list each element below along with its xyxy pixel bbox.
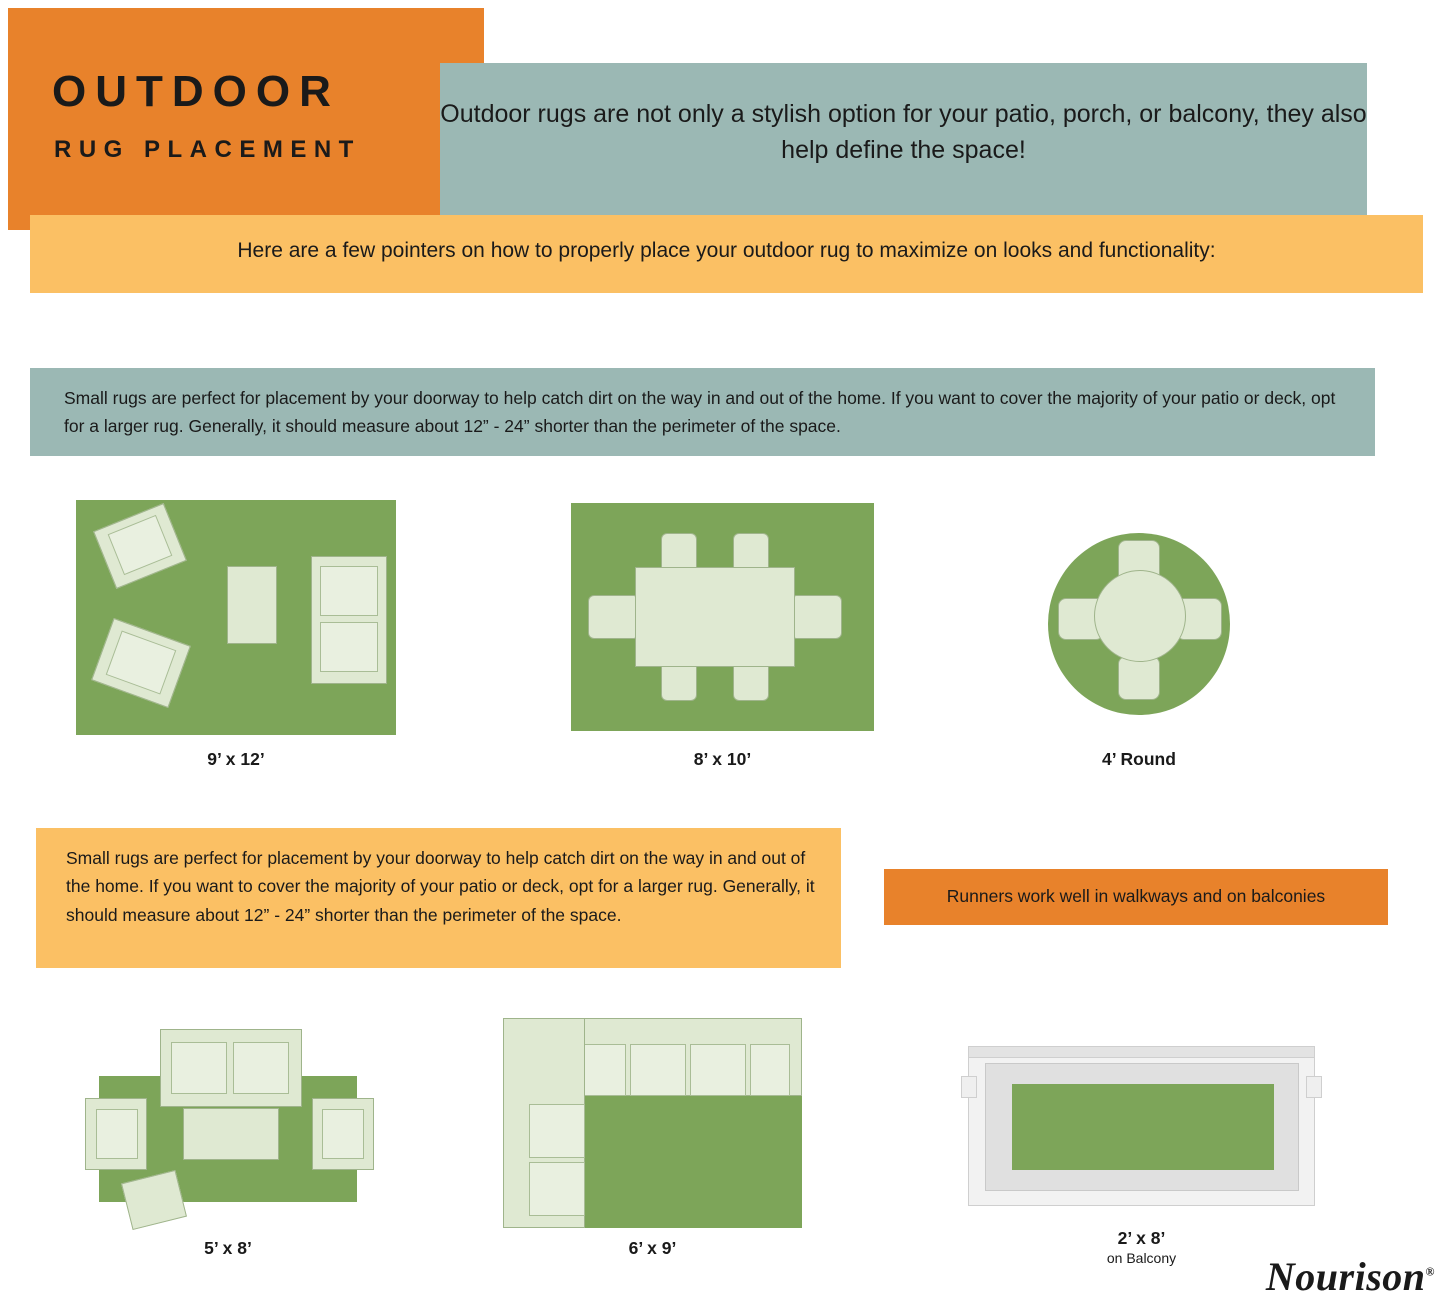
coffee-table-5x8 [183, 1108, 279, 1160]
intro-block [440, 63, 1367, 215]
pointers-text: Here are a few pointers on how to properly place your outdoor rug to maximize on looks and functionality: [237, 239, 1216, 262]
dining-chair-left [588, 595, 636, 639]
amber-tip-band [36, 828, 841, 968]
amber-tip-text: Small rugs are perfect for placement by your doorway to help catch dirt on the way in and out of the home. If you want to cover the majority of your patio or deck, opt for a larger rug. Generally, it should measure about 12” - 24” shorter than the perimeter of the space. [66, 848, 815, 925]
sectional-cushion-4 [750, 1044, 790, 1096]
teal-tip-text: Small rugs are perfect for placement by your doorway to help catch dirt on the way in and out of the home. If you want to cover the majority of your patio or deck, opt for a larger rug. Generally, it should measure about 12” - 24” shorter than the perimeter of the space. [64, 388, 1336, 437]
rug-2x8-runner [1012, 1084, 1274, 1170]
title-block [8, 8, 484, 230]
sofa-5x8-cushion-right [233, 1042, 289, 1094]
balcony-post-left [961, 1076, 977, 1098]
sectional-cushion-3 [690, 1044, 746, 1096]
caption-8x10: 8’ x 10’ [693, 749, 752, 769]
orange-tip-text: Runners work well in walkways and on balconies [946, 886, 1326, 906]
sectional-cushion-5 [529, 1104, 585, 1158]
caption-5x8: 5’ x 8’ [204, 1238, 252, 1258]
chair-5x8-right-cushion [322, 1109, 364, 1159]
caption-6x9: 6’ x 9’ [628, 1238, 677, 1258]
chair-5x8-left-cushion [96, 1109, 138, 1159]
brand-name: Nourison [1265, 1254, 1426, 1299]
caption-2x8-sub: on Balcony [1106, 1250, 1177, 1266]
caption-9x12: 9’ x 12’ [207, 749, 265, 769]
sofa-cushion-top [320, 566, 378, 616]
orange-tip-band [884, 869, 1388, 925]
sofa-5x8-cushion-left [171, 1042, 227, 1094]
caption-2x8: 2’ x 8’ [1117, 1228, 1166, 1248]
balcony-railing-top [968, 1046, 1315, 1058]
brand-trademark: ® [1425, 1264, 1435, 1279]
sectional-cushion-2 [630, 1044, 686, 1096]
round-chair-bottom [1118, 656, 1160, 700]
pointers-block [30, 215, 1423, 293]
sofa-cushion-bottom [320, 622, 378, 672]
dining-chair-right [794, 595, 842, 639]
dining-table [635, 567, 795, 667]
intro-text: Outdoor rugs are not only a stylish option for your patio, porch, or balcony, they also help define the space! [440, 100, 1367, 164]
page-subtitle: RUG PLACEMENT [54, 136, 361, 163]
caption-4-round: 4’ Round [1102, 749, 1176, 769]
coffee-table-9x12 [227, 566, 277, 644]
sectional-cushion-6 [529, 1162, 585, 1216]
balcony-post-right [1306, 1076, 1322, 1098]
teal-tip-band [30, 368, 1375, 456]
round-table [1094, 570, 1186, 662]
brand-logo [1266, 1253, 1435, 1300]
page-title: OUTDOOR [52, 67, 340, 116]
